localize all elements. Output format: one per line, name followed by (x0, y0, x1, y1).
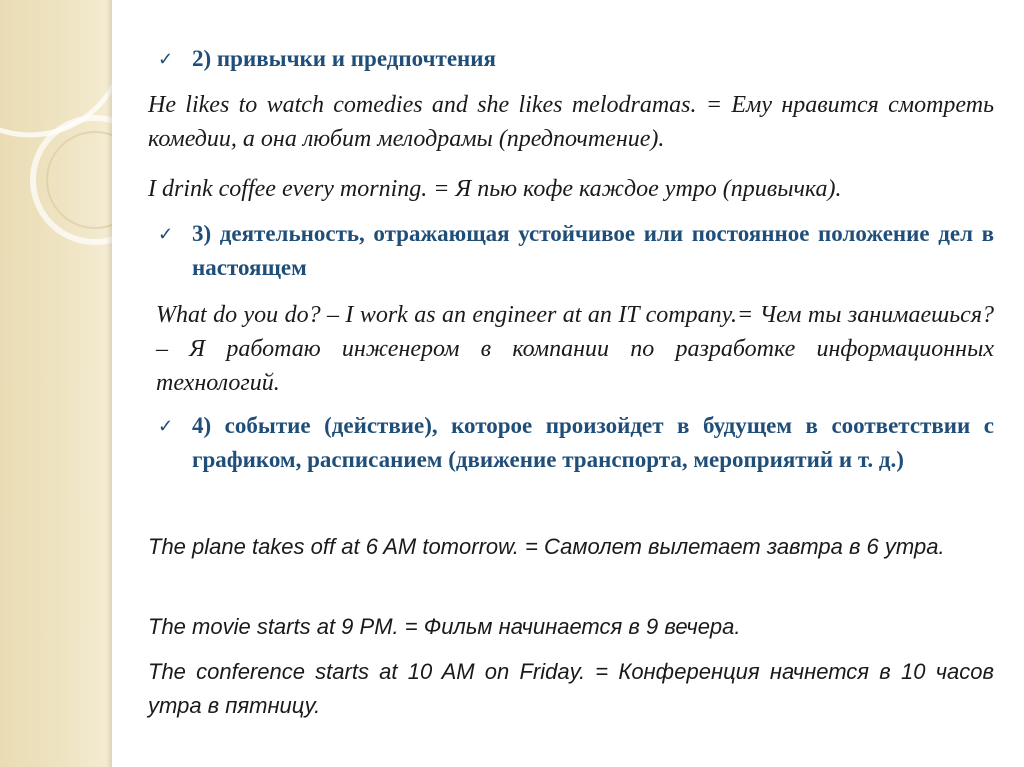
example-coffee: I drink coffee every morning. = Я пью кофе каждое утро (привычка). (148, 176, 842, 202)
bullet-permanent-state (158, 217, 994, 285)
bullet-text: 3) деятельность, отражающая устойчивое или постоянное положение дел в настоящем (192, 221, 994, 280)
example-conference: The conference starts at 10 AM on Friday. = Конференция начнется в 10 часов утра в пятницу. (148, 659, 994, 718)
bullet-text: 4) событие (действие), которое произойдет в будущем в соответствии с графиком, расписанием (движение транспорта, мероприятий и т. д.) (192, 413, 994, 472)
checkmark-icon: ✓ (158, 224, 174, 244)
bullet-habits (158, 42, 994, 76)
bullet-text: 2) привычки и предпочтения (192, 46, 496, 71)
checkmark-icon: ✓ (158, 49, 174, 69)
bullet-schedule (158, 409, 994, 477)
decorative-side-band (0, 0, 112, 767)
checkmark-icon: ✓ (158, 416, 174, 436)
example-movie: The movie starts at 9 PM. = Фильм начинается в 9 вечера. (148, 614, 741, 639)
decorative-rings (0, 0, 112, 767)
example-plane: The plane takes off at 6 AM tomorrow. = Самолет вылетает завтра в 6 утра. (148, 534, 945, 559)
example-comedies: He likes to watch comedies and she likes melodramas. = Ему нравится смотреть комедии, а она любит мелодрамы (предпочтение). (148, 92, 994, 152)
example-engineer: What do you do? – I work as an engineer at an IT company.= Чем ты занимаешься? – Я работаю инженером в компании по разработке информационных технологий. (156, 302, 994, 396)
